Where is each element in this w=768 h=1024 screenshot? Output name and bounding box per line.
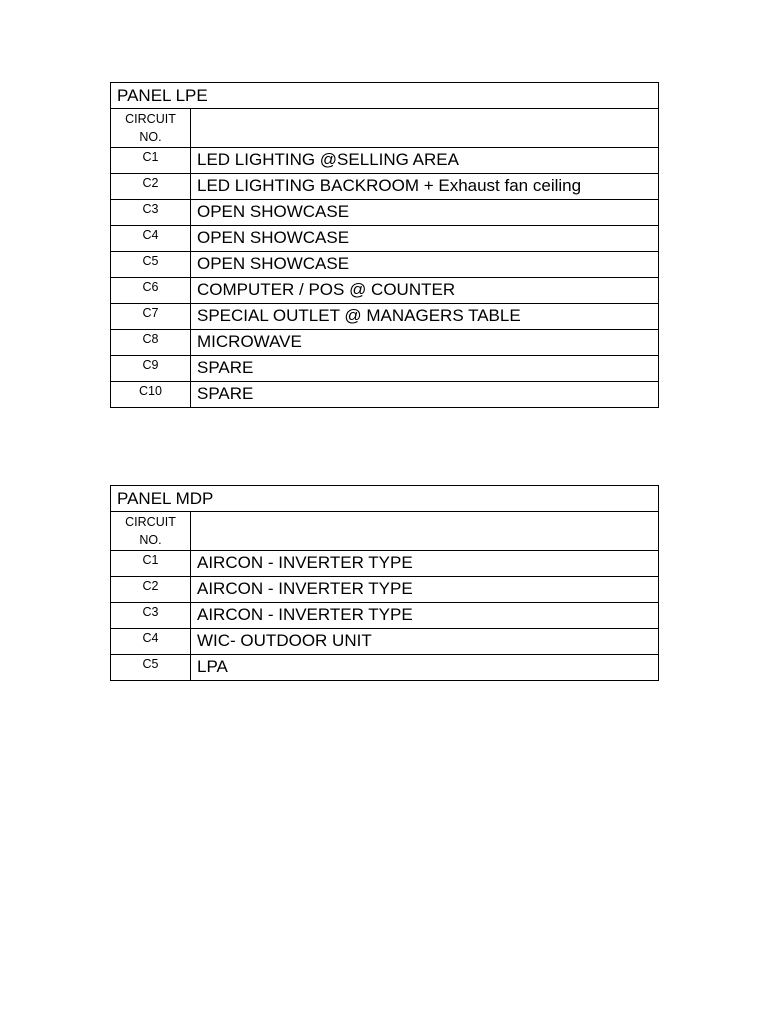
panel-title-row <box>111 486 659 512</box>
table-row <box>111 655 659 681</box>
table-row <box>111 603 659 629</box>
panel-title: PANEL LPE <box>111 83 659 109</box>
table-row <box>111 226 659 252</box>
circuit-description: WIC- OUTDOOR UNIT <box>191 629 659 655</box>
circuit-no: C6 <box>111 278 191 304</box>
circuit-description: AIRCON - INVERTER TYPE <box>191 577 659 603</box>
circuit-no: C1 <box>111 148 191 174</box>
table-row <box>111 200 659 226</box>
circuit-no: C4 <box>111 629 191 655</box>
circuit-no: C5 <box>111 655 191 681</box>
circuit-no: C4 <box>111 226 191 252</box>
table-row <box>111 148 659 174</box>
table-row <box>111 577 659 603</box>
table-row <box>111 551 659 577</box>
circuit-header-line2: NO. <box>139 533 162 547</box>
circuit-no-header <box>111 512 191 551</box>
table-row <box>111 330 659 356</box>
circuit-description: SPARE <box>191 356 659 382</box>
table-row <box>111 174 659 200</box>
panel-title: PANEL MDP <box>111 486 659 512</box>
header-row <box>111 109 659 148</box>
circuit-no-header <box>111 109 191 148</box>
circuit-no: C5 <box>111 252 191 278</box>
circuit-no: C7 <box>111 304 191 330</box>
circuit-description: COMPUTER / POS @ COUNTER <box>191 278 659 304</box>
circuit-description: MICROWAVE <box>191 330 659 356</box>
circuit-no: C8 <box>111 330 191 356</box>
circuit-description: LPA <box>191 655 659 681</box>
description-header <box>191 512 659 551</box>
table-row <box>111 382 659 408</box>
circuit-no: C9 <box>111 356 191 382</box>
header-row <box>111 512 659 551</box>
circuit-no: C2 <box>111 577 191 603</box>
table-row <box>111 278 659 304</box>
circuit-description: AIRCON - INVERTER TYPE <box>191 551 659 577</box>
panel-mdp-table <box>110 485 659 681</box>
circuit-no: C2 <box>111 174 191 200</box>
table-row <box>111 304 659 330</box>
circuit-header-line1: CIRCUIT <box>125 515 176 529</box>
circuit-no: C3 <box>111 603 191 629</box>
circuit-no: C3 <box>111 200 191 226</box>
circuit-no: C10 <box>111 382 191 408</box>
circuit-header-line1: CIRCUIT <box>125 112 176 126</box>
circuit-description: LED LIGHTING BACKROOM + Exhaust fan ceiling <box>191 174 659 200</box>
circuit-description: SPARE <box>191 382 659 408</box>
circuit-description: OPEN SHOWCASE <box>191 226 659 252</box>
description-header <box>191 109 659 148</box>
circuit-description: OPEN SHOWCASE <box>191 200 659 226</box>
table-row <box>111 629 659 655</box>
panel-lpe-table <box>110 82 659 408</box>
circuit-header-line2: NO. <box>139 130 162 144</box>
circuit-no: C1 <box>111 551 191 577</box>
circuit-description: OPEN SHOWCASE <box>191 252 659 278</box>
panel-title-row <box>111 83 659 109</box>
circuit-description: SPECIAL OUTLET @ MANAGERS TABLE <box>191 304 659 330</box>
table-row <box>111 252 659 278</box>
circuit-description: AIRCON - INVERTER TYPE <box>191 603 659 629</box>
table-row <box>111 356 659 382</box>
circuit-description: LED LIGHTING @SELLING AREA <box>191 148 659 174</box>
